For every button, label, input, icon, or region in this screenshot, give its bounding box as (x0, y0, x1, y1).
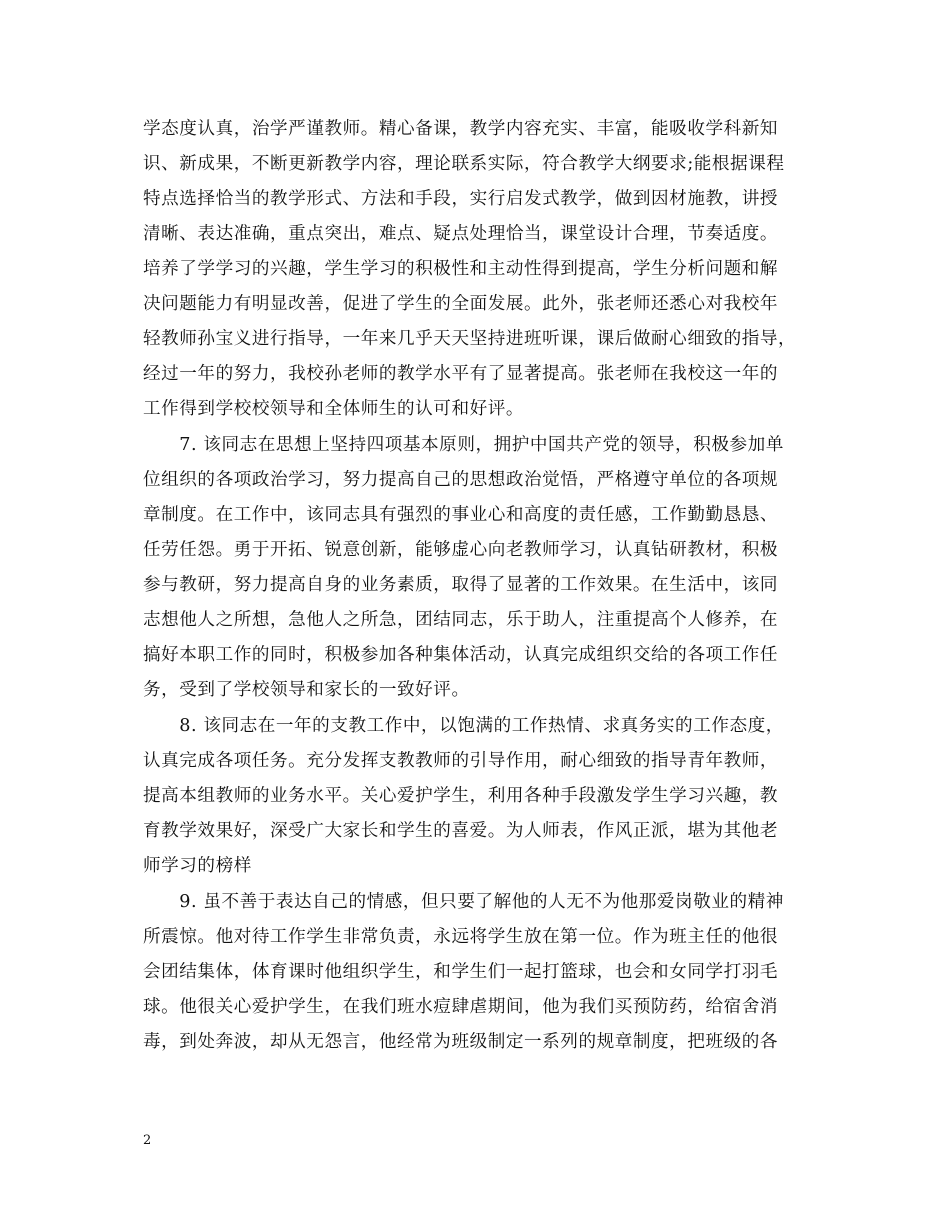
text-line: 培养了学学习的兴趣，学生学习的积极性和主动性得到提高，学生分析问题和解 (143, 259, 779, 279)
paragraph (143, 112, 813, 427)
text-line: 7. 该同志在思想上坚持四项基本原则，拥护中国共产党的领导，积极参加单 (143, 435, 784, 455)
text-line: 9. 虽不善于表达自己的情感，但只要了解他的人无不为他那爱岗敬业的精神 (143, 892, 784, 912)
text-line: 提高本组教师的业务水平。关心爱护学生，利用各种手段激发学生学习兴趣，教 (143, 786, 779, 806)
page-number: 2 (143, 1133, 152, 1148)
text-line: 轻教师孙宝义进行指导，一年来几乎天天坚持进班听课，课后做耐心细致的指导， (143, 329, 797, 349)
paragraph (143, 885, 813, 1060)
text-line: 球。他很关心爱护学生，在我们班水痘肆虐期间，他为我们买预防药，给宿舍消 (143, 997, 779, 1017)
paragraph (143, 709, 813, 884)
text-line: 师学习的榜样 (143, 856, 252, 876)
text-line: 经过一年的努力，我校孙老师的教学水平有了显著提高。张老师在我校这一年的 (143, 364, 779, 384)
paragraph (143, 428, 813, 708)
text-line: 特点选择恰当的教学形式、方法和手段，实行启发式教学，做到因材施教，讲授 (143, 189, 779, 209)
text-line: 工作得到学校校领导和全体师生的认可和好评。 (143, 399, 525, 419)
text-line: 志想他人之所想，急他人之所急，团结同志，乐于助人，注重提高个人修养，在 (143, 610, 779, 630)
text-line: 参与教研，努力提高自身的业务素质，取得了显著的工作效果。在生活中，该同 (143, 575, 779, 595)
text-line: 搞好本职工作的同时，积极参加各种集体活动，认真完成组织交给的各项工作任 (143, 645, 779, 665)
text-line: 位组织的各项政治学习，努力提高自己的思想政治觉悟，严格遵守单位的各项规 (143, 470, 779, 490)
text-line: 务，受到了学校领导和家长的一致好评。 (143, 680, 470, 700)
text-line: 任劳任怨。勇于开拓、锐意创新，能够虚心向老教师学习，认真钻研教材，积极 (143, 540, 779, 560)
text-line: 识、新成果，不断更新教学内容，理论联系实际，符合教学大纲要求;能根据课程 (143, 154, 785, 174)
text-line: 所震惊。他对待工作学生非常负责，永远将学生放在第一位。作为班主任的他很 (143, 927, 779, 947)
text-line: 育教学效果好，深受广大家长和学生的喜爱。为人师表，作风正派，堪为其他老 (143, 821, 779, 841)
text-line: 8. 该同志在一年的支教工作中，以饱满的工作热情、求真务实的工作态度， (143, 716, 784, 736)
text-line: 毒，到处奔波，却从无怨言，他经常为班级制定一系列的规章制度，把班级的各 (143, 1032, 779, 1052)
text-line: 决问题能力有明显改善，促进了学生的全面发展。此外，张老师还悉心对我校年 (143, 294, 779, 314)
text-line: 学态度认真，治学严谨教师。精心备课，教学内容充实、丰富，能吸收学科新知 (143, 119, 779, 139)
text-line: 认真完成各项任务。充分发挥支教教师的引导作用，耐心细致的指导青年教师， (143, 751, 779, 771)
text-line: 章制度。在工作中，该同志具有强烈的事业心和高度的责任感，工作勤勤恳恳、 (143, 505, 779, 525)
text-line: 清晰、表达准确，重点突出，难点、疑点处理恰当，课堂设计合理，节奏适度。 (143, 224, 779, 244)
document-body (143, 112, 813, 1060)
text-line: 会团结集体，体育课时他组织学生，和学生们一起打篮球，也会和女同学打羽毛 (143, 962, 779, 982)
